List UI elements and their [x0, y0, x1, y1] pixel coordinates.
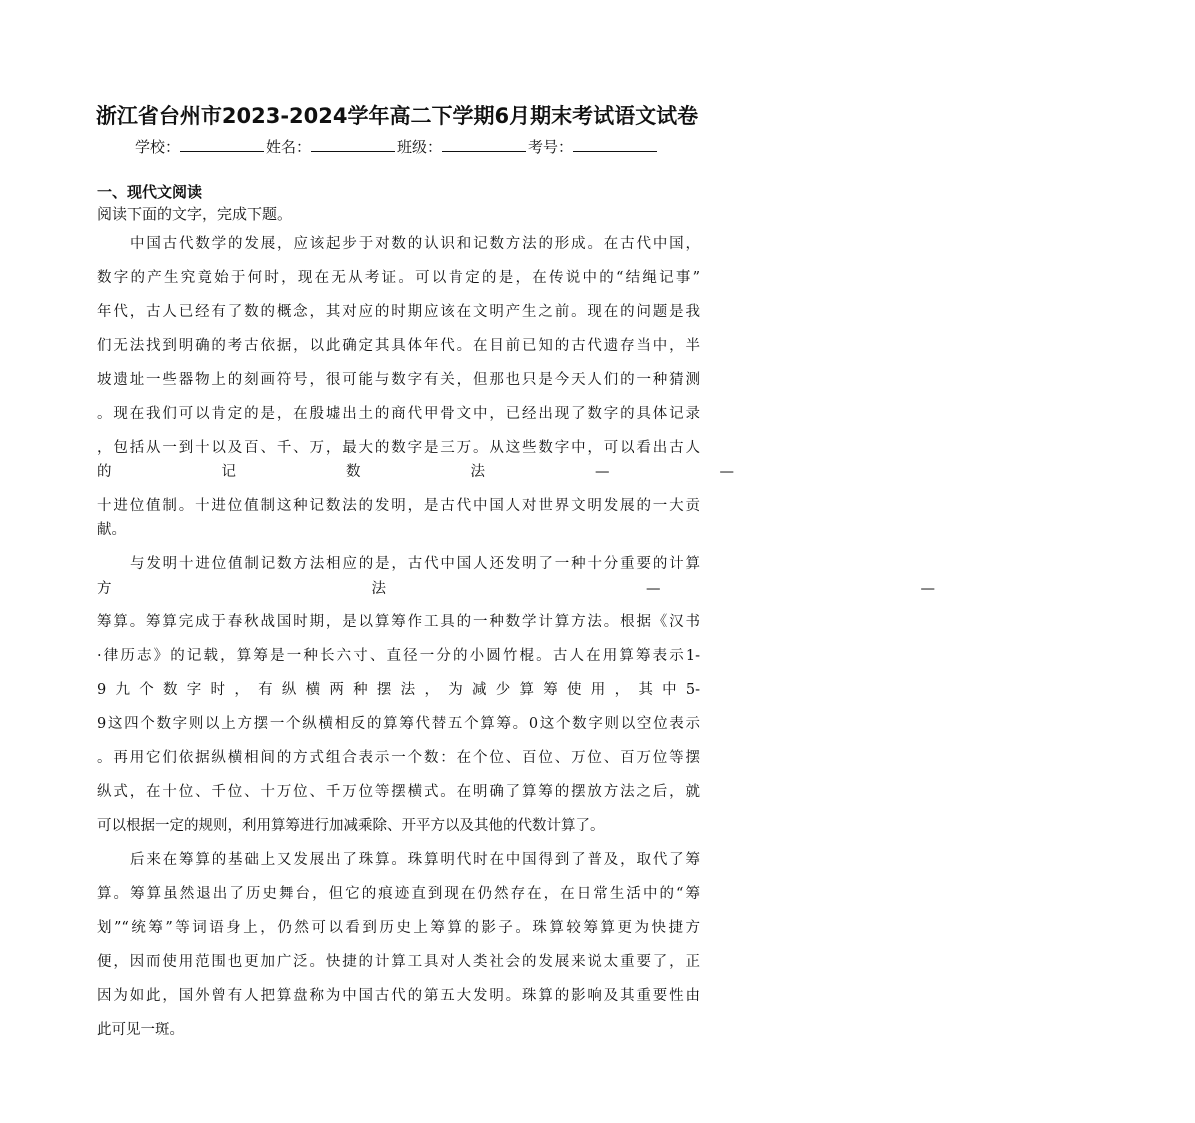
reading-instruction: 阅读下面的文字，完成下题。 [97, 205, 293, 223]
passage-line: 献。 [97, 522, 126, 538]
passage-line: 。现在我们可以肯定的是，在殷墟出土的商代甲骨文中，已经出现了数字的具体记录 [97, 406, 700, 422]
passage-line: ，包括从一到十以及百、千、万，最大的数字是三万。从这些数字中，可以看出古人 [97, 440, 700, 456]
passage-line: 与发明十进位值制记数方法相应的是，古代中国人还发明了一种十分重要的计算 [130, 556, 700, 572]
passage-line: 。再用它们依据纵横相间的方式组合表示一个数：在个位、百位、万位、百万位等摆 [97, 750, 700, 766]
passage-line: 纵式，在十位、千位、十万位、千万位等摆横式。在明确了算筹的摆放方法之后，就 [97, 784, 700, 800]
passage-line: 数字的产生究竟始于何时，现在无从考证。可以肯定的是，在传说中的“结绳记事” [97, 270, 700, 286]
passage-line: 9这四个数字则以上方摆一个纵横相反的算筹代替五个算筹。0这个数字则以空位表示 [97, 716, 700, 732]
exam-number-blank [573, 137, 657, 152]
school-blank [180, 137, 264, 152]
name-label: 姓名： [265, 138, 311, 156]
passage-line: 后来在筹算的基础上又发展出了珠算。珠算明代时在中国得到了普及，取代了筹 [130, 852, 700, 868]
passage-line: 因为如此，国外曾有人把算盘称为中国古代的第五大发明。珠算的影响及其重要性由 [97, 988, 700, 1004]
passage-line: 年代，古人已经有了数的概念，其对应的时期应该在文明产生之前。现在的问题是我 [97, 304, 700, 320]
passage-line: 们无法找到明确的考古依据，以此确定其具体年代。在目前已知的古代遗存当中，半 [97, 338, 700, 354]
passage-line: 算。筹算虽然退出了历史舞台，但它的痕迹直到现在仍然存在，在日常生活中的“筹 [97, 886, 700, 902]
passage-line: 便，因而使用范围也更加广泛。快捷的计算工具对人类社会的发展来说太重要了，正 [97, 954, 700, 970]
passage-line: 十进位值制。十进位值制这种记数法的发明，是古代中国人对世界文明发展的一大贡 [97, 498, 700, 514]
passage-line: 中国古代数学的发展，应该起步于对数的认识和记数方法的形成。在古代中国， [130, 236, 700, 252]
student-info-row [0, 136, 794, 157]
passage-line: 可以根据一定的规则，利用算筹进行加减乘除、开平方以及其他的代数计算了。 [97, 818, 605, 834]
passage-line: 方法—— [97, 581, 1195, 597]
school-label: 学校： [134, 138, 180, 156]
class-label: 班级： [397, 138, 443, 156]
passage-line: 的记数法—— [97, 464, 844, 480]
passage-line: 坡遗址一些器物上的刻画符号，很可能与数字有关，但那也只是今天人们的一种猜测 [97, 372, 700, 388]
exam-number-label: 考号： [528, 138, 574, 156]
passage-line: 此可见一斑。 [97, 1022, 184, 1038]
passage-line: ·律历志》的记载，算筹是一种长六寸、直径一分的小圆竹棍。古人在用算筹表示1- [97, 648, 700, 664]
name-blank [311, 137, 395, 152]
section-heading: 一、现代文阅读 [97, 183, 203, 201]
passage-line: 筹算。筹算完成于春秋战国时期，是以算筹作工具的一种数学计算方法。根据《汉书 [97, 614, 700, 630]
page-title: 浙江省台州市2023-2024学年高二下学期6月期末考试语文试卷 [95, 104, 699, 128]
passage-line: 划”“统筹”等词语身上，仍然可以看到历史上筹算的影子。珠算较筹算更为快捷方 [97, 920, 700, 936]
passage-line: 9九个数字时，有纵横两种摆法，为减少算筹使用，其中5- [97, 682, 700, 698]
class-blank [442, 137, 526, 152]
